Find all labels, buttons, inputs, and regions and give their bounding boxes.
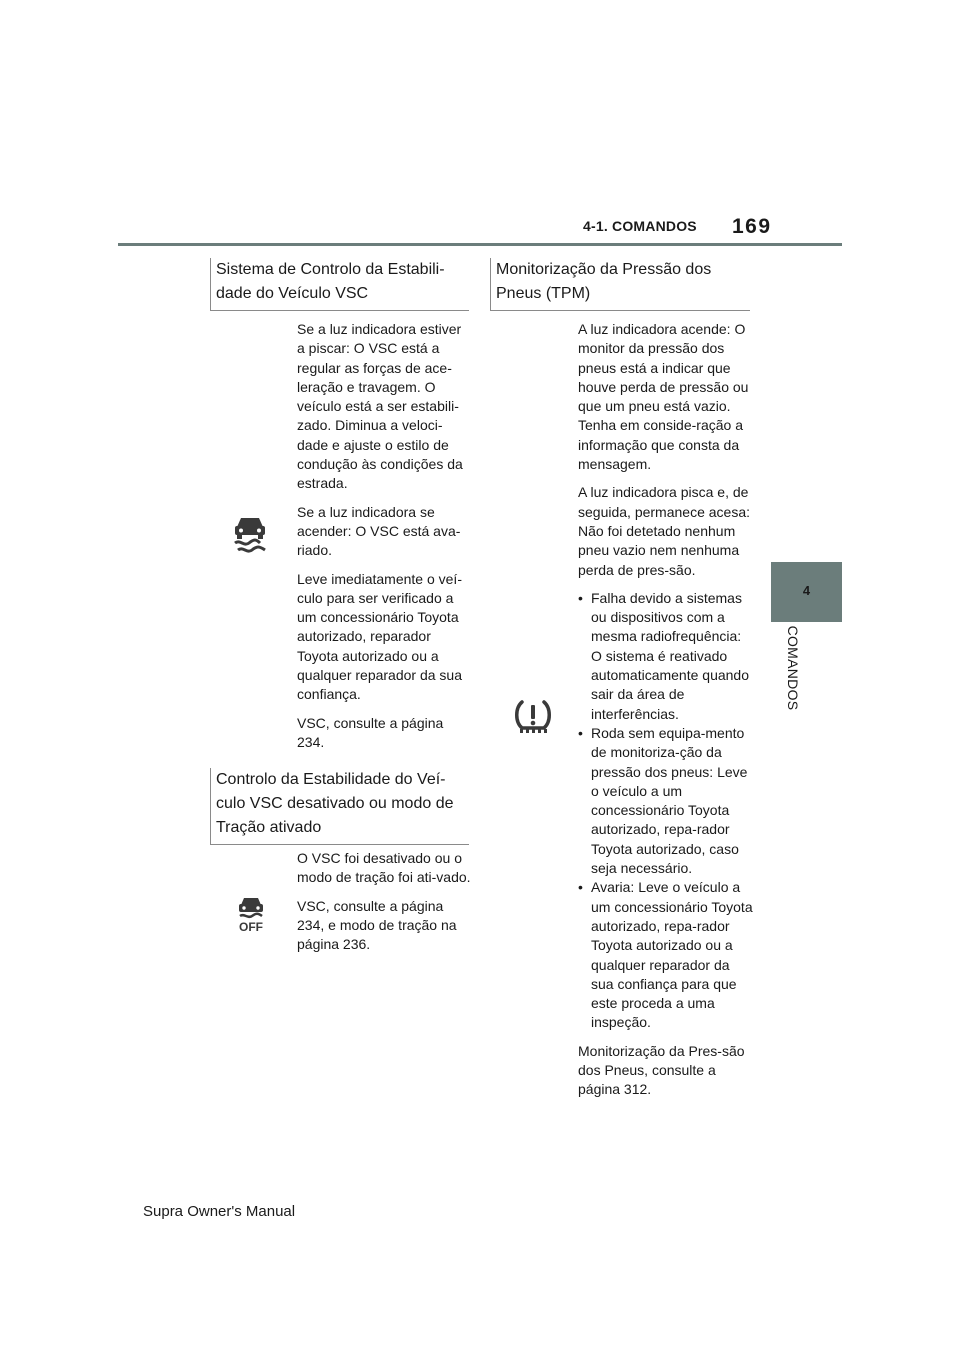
tpm-bullet-list	[578, 589, 753, 1033]
tpm-paragraph: A luz indicadora acende: O monitor da pressão dos pneus está a indicar que houve perda de pressão ou que um pneu está vazio. Tenha em conside-ração a informação que consta da mensagem.	[578, 321, 749, 473]
section-heading-tpm: Monitorização da Pressão dos Pneus (TPM)	[490, 258, 750, 311]
vsc-off-paragraph: VSC, consulte a página 234, e modo de tração na página 236.	[297, 897, 457, 953]
vsc-off-icon-text: OFF	[239, 920, 263, 934]
tpm-bullet-item: • Roda sem equipa-mento de monitoriza-ção da pressão dos pneus: Leve o veículo a um concessionário Toyota autorizado, repa-rador Toyota autorizado, caso seja necessário.	[578, 724, 753, 878]
chapter-tab-label: COMANDOS	[785, 625, 801, 711]
vsc-paragraph: Leve imediatamente o veí-culo para ser verificado a um concessionário Toyota autorizado, reparador Toyota autorizado ou a qualquer reparador da sua confiança.	[297, 570, 463, 703]
tpm-bullet-item: • Falha devido a sistemas ou dispositivos com a mesma radiofrequência: O sistema é reativado automaticamente quando sair da área de interferências.	[578, 589, 753, 724]
chapter-tab-number: 4	[802, 583, 811, 598]
section-body-vsc-off	[297, 849, 472, 963]
section-heading-vsc: Sistema de Controlo da Estabili-dade do Veículo VSC	[210, 258, 469, 311]
vsc-paragraph: VSC, consulte a página 234.	[297, 714, 444, 750]
tpm-closing-paragraph: Monitorização da Pres-são dos Pneus, consulte a página 312.	[578, 1042, 745, 1098]
header-divider	[118, 243, 842, 246]
tpm-paragraph: A luz indicadora pisca e, de seguida, permanece acesa: Não foi detetado nenhum pneu vazio nem nenhuma perda de pres-são.	[578, 484, 750, 578]
section-heading-vsc-off: Controlo da Estabilidade do Veí-culo VSC desativado ou modo de Tração ativado	[210, 768, 469, 845]
vsc-off-paragraph: O VSC foi desativado ou o modo de tração foi ati-vado.	[297, 850, 471, 886]
section-body-vsc	[297, 320, 472, 761]
chapter-reference: 4-1. COMANDOS	[583, 218, 697, 234]
vsc-paragraph: Se a luz indicadora estiver a piscar: O VSC está a regular as forças de ace-leração e travagem. O veículo está a ser estabili-zado. Diminua a veloci-dade e ajuste o estilo de condução às condições da estrada.	[297, 321, 463, 492]
vsc-paragraph: Se a luz indicadora se acender: O VSC está ava-riado.	[297, 503, 461, 559]
vsc-skid-icon	[232, 515, 268, 553]
footer-manual-title: Supra Owner's Manual	[143, 1203, 296, 1220]
page-number: 169	[732, 215, 772, 238]
tpm-bullet-item: • Avaria: Leve o veículo a um concessionário Toyota autorizado, repa-rador Toyota autorizado ou a qualquer reparador da sua confiança para que este proceda a uma inspeção.	[578, 878, 753, 1032]
section-body-tpm	[578, 320, 753, 1109]
vsc-off-icon	[235, 896, 267, 934]
tire-pressure-warning-icon	[513, 698, 553, 736]
